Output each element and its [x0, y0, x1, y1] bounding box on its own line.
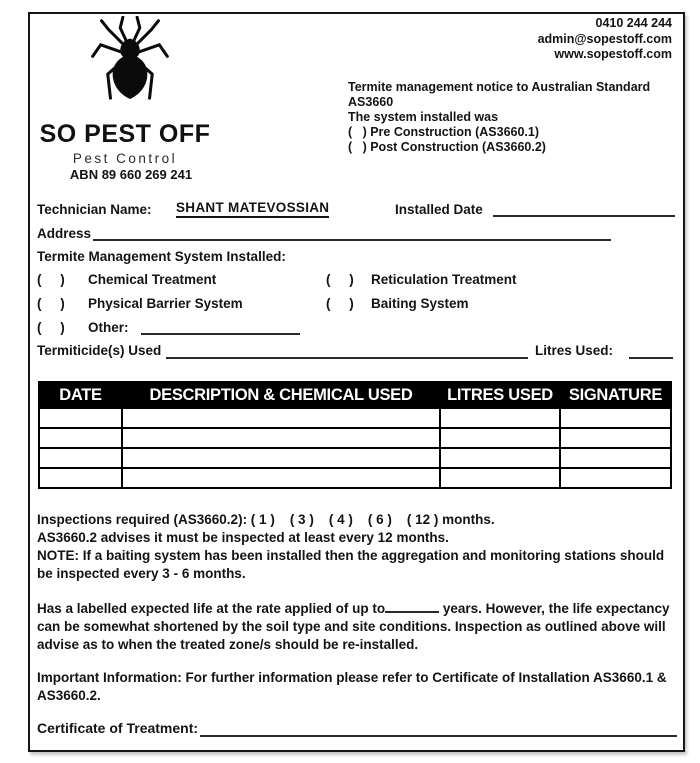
inspections-required-line: Inspections required (AS3660.2): ( 1 ) ( 3 ) ( 4 ) ( 6 ) ( 12 ) months. [37, 512, 495, 527]
header-description: DESCRIPTION & CHEMICAL USED [122, 382, 440, 408]
address-label: Address [37, 226, 92, 241]
address-field[interactable] [93, 239, 611, 241]
expected-life-paragraph [37, 600, 679, 654]
table-header-row [39, 382, 671, 408]
checkbox-baiting[interactable]: ( ) [326, 296, 354, 311]
table-cell[interactable] [440, 468, 560, 488]
life-text-after: years. However, the life expectancy can be somewhat shortened by the soil type and site conditions. Inspection as outlined above will advise as to when the treated zone/s should be re-installed. [37, 601, 670, 652]
email-address: admin@sopestoff.com [537, 31, 672, 46]
post-construction-option[interactable]: ( ) Post Construction (AS3660.2) [348, 140, 546, 154]
abn-number: ABN 89 660 269 241 [69, 167, 193, 182]
phone-number: 0410 244 244 [595, 16, 672, 30]
brand-tagline: Pest Control [72, 151, 178, 166]
table-cell[interactable] [560, 448, 671, 468]
system-installed-label: The system installed was [348, 110, 499, 124]
table-cell[interactable] [560, 408, 671, 428]
technician-name-label: Technician Name: [37, 202, 152, 217]
checkbox-physical[interactable]: ( ) [37, 296, 65, 311]
header-date: DATE [39, 382, 122, 408]
option-baiting-label: Baiting System [371, 296, 469, 311]
other-field[interactable] [141, 333, 300, 335]
pre-construction-option[interactable]: ( ) Pre Construction (AS3660.1) [348, 125, 540, 139]
litres-used-field[interactable] [629, 357, 673, 359]
spider-icon [90, 16, 170, 110]
inspection-notes [37, 511, 673, 583]
installed-date-field[interactable] [493, 215, 675, 217]
important-information: Important Information: For further information please refer to Certificate of Installation AS3660.1 & AS3660.2. [37, 670, 667, 703]
technician-name-value: SHANT MATEVOSSIAN [176, 200, 329, 218]
certificate-label: Certificate of Treatment: [37, 720, 199, 736]
checkbox-reticulation[interactable]: ( ) [326, 272, 354, 287]
certificate-field[interactable] [200, 735, 677, 737]
table-row [39, 408, 671, 428]
notice-heading-line1: Termite management notice to Australian Standard [348, 80, 651, 94]
checkbox-other[interactable]: ( ) [37, 320, 65, 335]
table-cell[interactable] [122, 428, 440, 448]
life-text-before: Has a labelled expected life at the rate applied of up to [37, 601, 386, 616]
treatment-table [38, 381, 672, 489]
table-cell[interactable] [39, 408, 122, 428]
table-cell[interactable] [39, 468, 122, 488]
website-url: www.sopestoff.com [554, 47, 672, 61]
standard-notice-block [348, 80, 678, 155]
tms-heading: Termite Management System Installed: [37, 249, 286, 264]
header-litres: LITRES USED [440, 382, 560, 408]
litres-used-label: Litres Used: [535, 343, 614, 358]
table-cell[interactable] [39, 448, 122, 468]
baiting-note-line: NOTE: If a baiting system has been installed then the aggregation and monitoring stations should be inspected every 3 - 6 months. [37, 548, 665, 581]
table-cell[interactable] [122, 448, 440, 468]
termiticide-field[interactable] [166, 357, 528, 359]
table-cell[interactable] [440, 408, 560, 428]
table-cell[interactable] [39, 428, 122, 448]
table-cell[interactable] [122, 468, 440, 488]
table-cell[interactable] [122, 408, 440, 428]
table-row [39, 428, 671, 448]
option-other-label: Other: [88, 320, 129, 335]
contact-block [538, 16, 672, 63]
checkbox-chemical[interactable]: ( ) [37, 272, 65, 287]
advise-line: AS3660.2 advises it must be inspected at least every 12 months. [37, 530, 449, 545]
brand-name: SO PEST OFF [39, 120, 211, 148]
installed-date-label: Installed Date [395, 202, 483, 217]
table-row [39, 468, 671, 488]
header-signature: SIGNATURE [560, 382, 671, 408]
table-row [39, 448, 671, 468]
notice-heading-line2: AS3660 [348, 95, 394, 109]
termiticide-label: Termiticide(s) Used [37, 343, 162, 358]
table-cell[interactable] [560, 468, 671, 488]
table-cell[interactable] [440, 448, 560, 468]
years-field[interactable] [385, 611, 439, 613]
option-physical-label: Physical Barrier System [88, 296, 243, 311]
option-reticulation-label: Reticulation Treatment [371, 272, 517, 287]
table-cell[interactable] [560, 428, 671, 448]
table-cell[interactable] [440, 428, 560, 448]
option-chemical-label: Chemical Treatment [88, 272, 217, 287]
